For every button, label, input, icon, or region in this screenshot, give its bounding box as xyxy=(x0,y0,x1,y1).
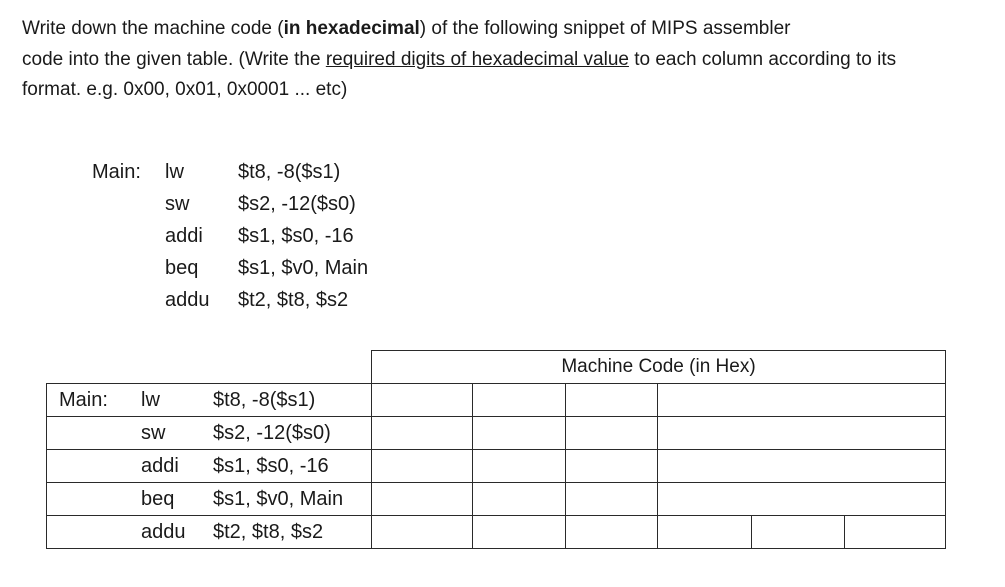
snippet-line xyxy=(92,220,368,252)
snippet-operands: $s1, $v0, Main xyxy=(238,257,369,279)
hex-answer-cell[interactable] xyxy=(752,516,845,549)
hex-answer-cell[interactable] xyxy=(658,450,946,483)
table-row xyxy=(47,417,946,450)
hex-answer-cell[interactable] xyxy=(658,516,752,549)
text-segment: ) of the following snippet of MIPS assembler xyxy=(419,18,791,39)
instruction-opcode: beq xyxy=(141,487,175,510)
text-segment: code into the given table. (Write the xyxy=(22,48,326,70)
table-header-row xyxy=(47,351,946,384)
instruction-opcode: addu xyxy=(141,520,186,543)
hex-answer-cell[interactable] xyxy=(473,450,566,483)
machine-code-table xyxy=(46,350,946,549)
bold-text: in hexadecimal xyxy=(283,18,420,39)
underlined-text: required digits of hexadecimal value xyxy=(325,48,629,70)
snippet-opcode: beq xyxy=(165,257,199,279)
hex-answer-cell[interactable] xyxy=(372,384,473,417)
text-segment: Write down the machine code ( xyxy=(22,18,284,39)
snippet-line xyxy=(92,284,368,316)
corner-cell xyxy=(47,351,372,384)
snippet-label xyxy=(92,188,165,220)
hex-answer-cell[interactable] xyxy=(372,450,473,483)
instruction-operands: $t2, $t8, $s2 xyxy=(213,520,324,543)
hex-answer-cell[interactable] xyxy=(473,516,566,549)
instruction-label xyxy=(59,521,141,544)
hex-answer-cell[interactable] xyxy=(473,483,566,516)
instruction-label xyxy=(59,488,141,511)
instruction-operands: $s1, $v0, Main xyxy=(213,487,344,510)
hex-answer-cell[interactable] xyxy=(372,516,473,549)
snippet-label: Main: xyxy=(92,161,141,183)
instruction-cell xyxy=(47,516,372,549)
text-segment: to each column according to its xyxy=(628,48,897,70)
hex-answer-cell[interactable] xyxy=(658,483,946,516)
instruction-operands: $s2, -12($s0) xyxy=(213,421,331,444)
hex-answer-cell[interactable] xyxy=(566,417,658,450)
snippet-label xyxy=(92,252,165,284)
hex-answer-cell[interactable] xyxy=(566,384,658,417)
instruction-cell xyxy=(47,483,372,516)
snippet-line xyxy=(92,252,368,284)
table-row xyxy=(47,516,946,549)
snippet-label xyxy=(92,220,165,252)
hex-answer-cell[interactable] xyxy=(566,450,658,483)
hex-answer-cell[interactable] xyxy=(658,384,946,417)
hex-answer-cell[interactable] xyxy=(372,483,473,516)
table-row xyxy=(47,384,946,417)
hex-answer-cell[interactable] xyxy=(566,483,658,516)
hex-answer-cell[interactable] xyxy=(845,516,946,549)
snippet-label xyxy=(92,284,165,316)
snippet-opcode: sw xyxy=(165,193,190,215)
hex-answer-cell[interactable] xyxy=(658,417,946,450)
snippet-line xyxy=(92,156,368,188)
question-line-1 xyxy=(22,14,987,45)
snippet-operands: $t2, $t8, $s2 xyxy=(238,289,349,311)
snippet-opcode: addi xyxy=(165,225,203,247)
snippet-line xyxy=(92,188,368,220)
mips-snippet xyxy=(92,156,368,316)
snippet-opcode: lw xyxy=(165,161,184,183)
instruction-label xyxy=(59,422,141,445)
instruction-cell xyxy=(47,450,372,483)
snippet-opcode: addu xyxy=(165,289,210,311)
question-text xyxy=(22,14,987,106)
instruction-opcode: sw xyxy=(141,421,166,444)
snippet-operands: $t8, -8($s1) xyxy=(238,161,341,183)
question-line-3: format. e.g. 0x00, 0x01, 0x0001 ... etc) xyxy=(22,79,348,100)
instruction-label: Main: xyxy=(59,388,108,411)
instruction-label xyxy=(59,455,141,478)
instruction-operands: $s1, $s0, -16 xyxy=(213,454,329,477)
instruction-operands: $t8, -8($s1) xyxy=(213,388,316,411)
question-line-2 xyxy=(22,45,987,76)
hex-answer-cell[interactable] xyxy=(473,384,566,417)
instruction-cell xyxy=(47,384,372,417)
hex-answer-cell[interactable] xyxy=(372,417,473,450)
snippet-operands: $s2, -12($s0) xyxy=(238,193,356,215)
instruction-cell xyxy=(47,417,372,450)
instruction-opcode: addi xyxy=(141,454,179,477)
snippet-operands: $s1, $s0, -16 xyxy=(238,225,354,247)
hex-answer-cell[interactable] xyxy=(473,417,566,450)
table-row xyxy=(47,450,946,483)
instruction-opcode: lw xyxy=(141,388,160,411)
machine-code-header: Machine Code (in Hex) xyxy=(372,351,946,384)
table-row xyxy=(47,483,946,516)
hex-answer-cell[interactable] xyxy=(566,516,658,549)
